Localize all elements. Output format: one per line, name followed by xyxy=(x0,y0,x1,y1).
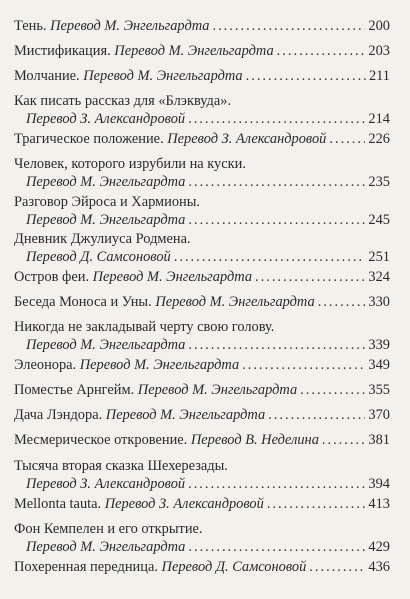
entry-title: Mellonta tauta. xyxy=(14,496,102,512)
leader-dots xyxy=(329,130,365,148)
entry-page-number: 429 xyxy=(368,539,390,555)
toc-entry xyxy=(14,92,390,128)
entry-title: Разговор Эйроса и Хармионы. xyxy=(14,194,201,210)
toc-entry xyxy=(14,381,390,399)
entry-page-number: 211 xyxy=(368,68,390,84)
toc-entry xyxy=(14,67,390,85)
leader-dots xyxy=(268,406,365,424)
entry-translator: Перевод М. Энгельгардта xyxy=(26,539,186,555)
leader-dots xyxy=(309,558,365,576)
leader-dots xyxy=(300,381,365,399)
leader-dots xyxy=(242,356,365,374)
leader-dots xyxy=(188,110,365,128)
entry-page-number: 394 xyxy=(368,476,390,492)
entry-page-number: 235 xyxy=(368,174,390,190)
leader-dots xyxy=(188,211,365,229)
toc-entry xyxy=(14,17,390,35)
entry-translator: Перевод М. Энгельгардта xyxy=(92,269,253,285)
toc-entry xyxy=(14,520,390,556)
entry-translator: Перевод М. Энгельгардта xyxy=(83,68,243,84)
entry-title: Элеонора. xyxy=(14,357,77,373)
entry-page-number: 226 xyxy=(368,131,390,147)
entry-page-number: 324 xyxy=(368,269,390,285)
entry-page-number: 355 xyxy=(368,382,390,398)
entry-title: Беседа Моноса и Уны. xyxy=(14,294,152,310)
entry-page-number: 413 xyxy=(368,496,390,512)
entry-title: Дневник Джулиуса Родмена. xyxy=(14,231,191,247)
leader-dots xyxy=(318,293,366,311)
leader-dots xyxy=(322,431,366,449)
entry-translator: Перевод З. Александровой xyxy=(167,131,327,147)
leader-dots xyxy=(174,248,366,266)
entry-title: Дача Лэндора. xyxy=(14,407,103,423)
entry-translator: Перевод М. Энгельгардта xyxy=(137,382,298,398)
entry-translator: Перевод М. Энгельгардта xyxy=(50,18,210,34)
leader-dots xyxy=(246,67,366,85)
entry-title: Молчание. xyxy=(14,68,80,84)
toc-entry xyxy=(14,230,390,266)
entry-page-number: 251 xyxy=(368,249,390,265)
entry-page-number: 436 xyxy=(368,559,390,575)
entry-page-number: 245 xyxy=(368,212,390,228)
entry-title: Тысяча вторая сказка Шехерезады. xyxy=(14,458,228,474)
toc-entry xyxy=(14,293,390,311)
entry-page-number: 330 xyxy=(368,294,390,310)
entry-translator: Перевод З. Александровой xyxy=(26,476,186,492)
entry-page-number: 381 xyxy=(368,432,390,448)
entry-translator: Перевод Д. Самсоновой xyxy=(161,559,307,575)
toc-entry xyxy=(14,356,390,374)
toc-entry xyxy=(14,406,390,424)
leader-dots xyxy=(188,475,365,493)
entry-translator: Перевод М. Энгельгардта xyxy=(26,337,186,353)
entry-title: Похеренная передница. xyxy=(14,559,158,575)
toc-entry xyxy=(14,457,390,493)
leader-dots xyxy=(267,495,366,513)
entry-title: Поместье Арнгейм. xyxy=(14,382,135,398)
entry-translator: Перевод З. Александровой xyxy=(104,496,264,512)
toc-entry xyxy=(14,318,390,354)
entry-translator: Перевод М. Энгельгардта xyxy=(114,43,274,59)
entry-translator: Перевод З. Александровой xyxy=(26,111,186,127)
entry-title: Как писать рассказ для «Блэквуда». xyxy=(14,93,232,109)
entry-page-number: 349 xyxy=(368,357,390,373)
toc-entry xyxy=(14,495,390,513)
entry-page-number: 200 xyxy=(368,18,390,34)
entry-page-number: 214 xyxy=(368,111,390,127)
entry-translator: Перевод М. Энгельгардта xyxy=(155,294,315,310)
toc-entry xyxy=(14,193,390,229)
entry-translator: Перевод М. Энгельгардта xyxy=(26,174,186,190)
entry-page-number: 370 xyxy=(368,407,390,423)
leader-dots xyxy=(277,42,366,60)
entry-title: Трагическое положение. xyxy=(14,131,164,147)
entry-title: Остров феи. xyxy=(14,269,90,285)
leader-dots xyxy=(188,173,365,191)
toc-entry xyxy=(14,558,390,576)
entry-translator: Перевод М. Энгельгардта xyxy=(79,357,240,373)
toc-entry xyxy=(14,42,390,60)
toc-entry xyxy=(14,431,390,449)
entry-title: Мистификация. xyxy=(14,43,111,59)
leader-dots xyxy=(212,17,365,35)
entry-title: Тень. xyxy=(14,18,47,34)
toc-entry xyxy=(14,130,390,148)
entry-title: Человек, которого изрубили на куски. xyxy=(14,156,246,172)
entry-title: Фон Кемпелен и его открытие. xyxy=(14,521,203,537)
entry-title: Месмерическое откровение. xyxy=(14,432,188,448)
leader-dots xyxy=(255,268,365,286)
entry-page-number: 203 xyxy=(368,43,390,59)
entry-translator: Перевод М. Энгельгардта xyxy=(105,407,266,423)
toc-entry xyxy=(14,268,390,286)
entry-translator: Перевод В. Неделина xyxy=(190,432,319,448)
toc-entry xyxy=(14,155,390,191)
leader-dots xyxy=(188,336,365,354)
leader-dots xyxy=(188,538,365,556)
entry-translator: Перевод М. Энгельгардта xyxy=(26,212,186,228)
entry-title: Никогда не закладывай черту свою голову. xyxy=(14,319,275,335)
entry-page-number: 339 xyxy=(368,337,390,353)
entry-translator: Перевод Д. Самсоновой xyxy=(26,249,171,265)
